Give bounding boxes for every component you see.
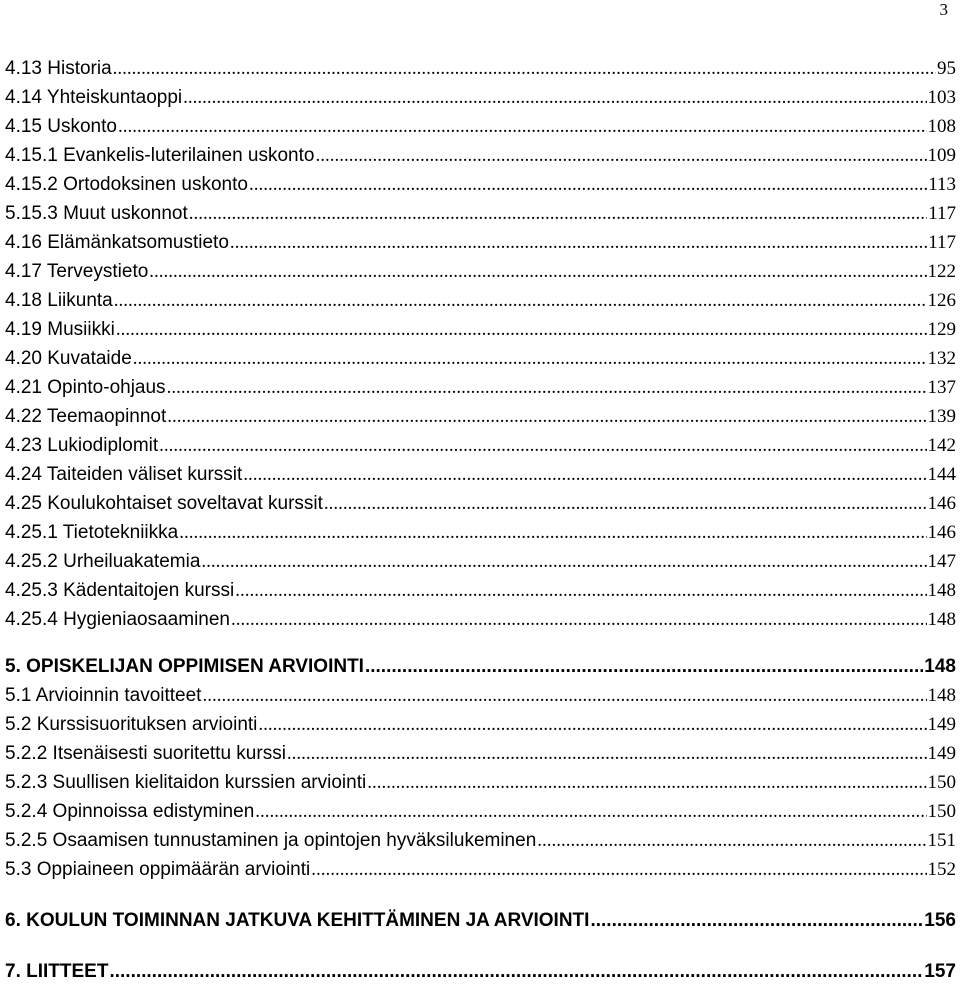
toc-entry[interactable] <box>5 797 956 826</box>
toc-entry-page: 148 <box>927 580 956 601</box>
dot-leader <box>367 768 926 797</box>
dot-leader <box>167 373 927 402</box>
dot-leader <box>311 855 926 884</box>
dot-leader <box>324 489 927 518</box>
toc-entry-title: 4.15.1 Evankelis-luterilainen uskonto <box>5 145 315 166</box>
dot-leader <box>201 547 926 576</box>
dot-leader <box>255 797 926 826</box>
page-number: 3 <box>939 0 948 19</box>
toc-entry-page: 148 <box>927 685 956 706</box>
toc-entry-title: 6. KOULUN TOIMINNAN JATKUVA KEHITTÄMINEN JA ARVIOINTI <box>5 910 590 931</box>
toc-entry-title: 4.22 Teemaopinnot <box>5 406 167 427</box>
toc-entry[interactable] <box>5 54 956 83</box>
toc-entry[interactable] <box>5 547 956 576</box>
toc-entry-page: 152 <box>927 859 956 880</box>
dot-leader <box>537 826 926 855</box>
toc-entry-title: 4.18 Liikunta <box>5 290 113 311</box>
toc-entry[interactable] <box>5 286 956 315</box>
toc-entry-title: 4.16 Elämänkatsomustieto <box>5 232 229 253</box>
dot-leader <box>133 344 927 373</box>
dot-leader <box>249 170 927 199</box>
dot-leader <box>231 605 927 634</box>
toc-entry[interactable] <box>5 112 956 141</box>
toc-entry-title: 4.25.4 Hygieniaosaaminen <box>5 609 230 630</box>
dot-leader <box>118 112 927 141</box>
toc-entry-title: 4.25.1 Tietotekniikka <box>5 522 179 543</box>
toc-entry-page: 156 <box>924 910 956 931</box>
toc-entry-title: 5.3 Oppiaineen oppimäärän arviointi <box>5 859 311 880</box>
toc-entry-title: 5.2.5 Osaamisen tunnustaminen ja opintojen hyväksilukeminen <box>5 830 537 851</box>
dot-leader <box>109 957 923 986</box>
toc-entry-title: 4.20 Kuvataide <box>5 348 132 369</box>
dot-leader <box>113 54 936 83</box>
toc-entry-title: 5. OPISKELIJAN OPPIMISEN ARVIOINTI <box>5 656 364 677</box>
toc-entry-page: 148 <box>924 656 956 677</box>
toc-entry-page: 150 <box>927 801 956 822</box>
toc-entry-page: 117 <box>928 203 956 224</box>
toc-entry-title: 4.17 Terveystieto <box>5 261 149 282</box>
toc-entry[interactable] <box>5 739 956 768</box>
toc-entry[interactable] <box>5 373 956 402</box>
dot-leader <box>116 315 927 344</box>
toc-entry-page: 149 <box>927 743 956 764</box>
toc-entry-title: 4.14 Yhteiskuntaoppi <box>5 87 183 108</box>
toc-chapter-entry[interactable] <box>5 957 956 986</box>
toc-entry-page: 109 <box>927 145 956 166</box>
dot-leader <box>183 83 926 112</box>
toc-entry-title: 7. LIITTEET <box>5 961 109 982</box>
toc-entry-page: 113 <box>928 174 956 195</box>
toc-entry-title: 4.25 Koulukohtaiset soveltavat kurssit <box>5 493 323 514</box>
toc-entry-title: 4.13 Historia <box>5 58 112 79</box>
toc-entry-title: 5.2 Kurssisuorituksen arviointi <box>5 714 258 735</box>
toc-entry[interactable] <box>5 315 956 344</box>
dot-leader <box>243 460 926 489</box>
toc-entry-page: 103 <box>927 87 956 108</box>
dot-leader <box>167 402 926 431</box>
toc-entry-page: 144 <box>927 464 956 485</box>
toc-entry-page: 132 <box>927 348 956 369</box>
toc-entry-page: 146 <box>927 522 956 543</box>
toc-entry-page: 147 <box>927 551 956 572</box>
toc-entry-page: 151 <box>927 830 956 851</box>
toc-entry-page: 126 <box>927 290 956 311</box>
toc-entry[interactable] <box>5 141 956 170</box>
dot-leader <box>202 681 926 710</box>
toc-entry[interactable] <box>5 83 956 112</box>
dot-leader <box>287 739 927 768</box>
toc-entry-page: 108 <box>927 116 956 137</box>
toc-entry-title: 4.25.3 Kädentaitojen kurssi <box>5 580 235 601</box>
toc-entry-page: 150 <box>927 772 956 793</box>
dot-leader <box>149 257 926 286</box>
dot-leader <box>159 431 926 460</box>
toc-entry-page: 146 <box>927 493 956 514</box>
toc-entry-page: 137 <box>927 377 956 398</box>
dot-leader <box>114 286 927 315</box>
toc-entry[interactable] <box>5 855 956 884</box>
dot-leader <box>189 199 927 228</box>
toc-entry-title: 4.15 Uskonto <box>5 116 117 137</box>
toc-entry-page: 149 <box>927 714 956 735</box>
toc-entry[interactable] <box>5 489 956 518</box>
toc-entry[interactable] <box>5 344 956 373</box>
toc-entry[interactable] <box>5 170 956 199</box>
toc-entry-page: 95 <box>937 58 956 79</box>
toc-entry-title: 4.15.2 Ortodoksinen uskonto <box>5 174 248 195</box>
toc-entry-page: 117 <box>928 232 956 253</box>
toc-entry-page: 129 <box>927 319 956 340</box>
toc-entry[interactable] <box>5 605 956 634</box>
toc-entry-page: 148 <box>927 609 956 630</box>
toc-entry[interactable] <box>5 460 956 489</box>
toc-entry[interactable] <box>5 199 956 228</box>
dot-leader <box>365 652 923 681</box>
toc-entry-page: 122 <box>927 261 956 282</box>
toc-entry[interactable] <box>5 681 956 710</box>
toc-entry-title: 5.2.2 Itsenäisesti suoritettu kurssi <box>5 743 286 764</box>
toc-entry[interactable] <box>5 257 956 286</box>
toc-entry-page: 142 <box>927 435 956 456</box>
dot-leader <box>258 710 926 739</box>
toc-entry[interactable] <box>5 431 956 460</box>
dot-leader <box>315 141 926 170</box>
toc-entry[interactable] <box>5 710 956 739</box>
toc-entry-title: 4.23 Lukiodiplomit <box>5 435 159 456</box>
toc-entry-title: 4.19 Musiikki <box>5 319 115 340</box>
toc-entry-title: 4.24 Taiteiden väliset kurssit <box>5 464 243 485</box>
dot-leader <box>230 228 927 257</box>
toc-entry[interactable] <box>5 768 956 797</box>
toc-entry-title: 5.15.3 Muut uskonnot <box>5 203 188 224</box>
toc-entry-page: 139 <box>927 406 956 427</box>
dot-leader <box>235 576 926 605</box>
toc-chapter-entry[interactable] <box>5 906 956 935</box>
toc-entry-title: 5.2.3 Suullisen kielitaidon kurssien arviointi <box>5 772 367 793</box>
toc-entry-title: 4.21 Opinto-ohjaus <box>5 377 166 398</box>
toc-entry-title: 4.25.2 Urheiluakatemia <box>5 551 201 572</box>
toc-entry[interactable] <box>5 402 956 431</box>
toc-entry[interactable] <box>5 826 956 855</box>
table-of-contents <box>5 54 956 986</box>
toc-entry-title: 5.2.4 Opinnoissa edistyminen <box>5 801 255 822</box>
toc-entry[interactable] <box>5 576 956 605</box>
toc-entry-page: 157 <box>924 961 956 982</box>
dot-leader <box>590 906 923 935</box>
toc-entry-title: 5.1 Arvioinnin tavoitteet <box>5 685 202 706</box>
toc-entry[interactable] <box>5 518 956 547</box>
toc-chapter-entry[interactable] <box>5 652 956 681</box>
dot-leader <box>179 518 926 547</box>
toc-entry[interactable] <box>5 228 956 257</box>
